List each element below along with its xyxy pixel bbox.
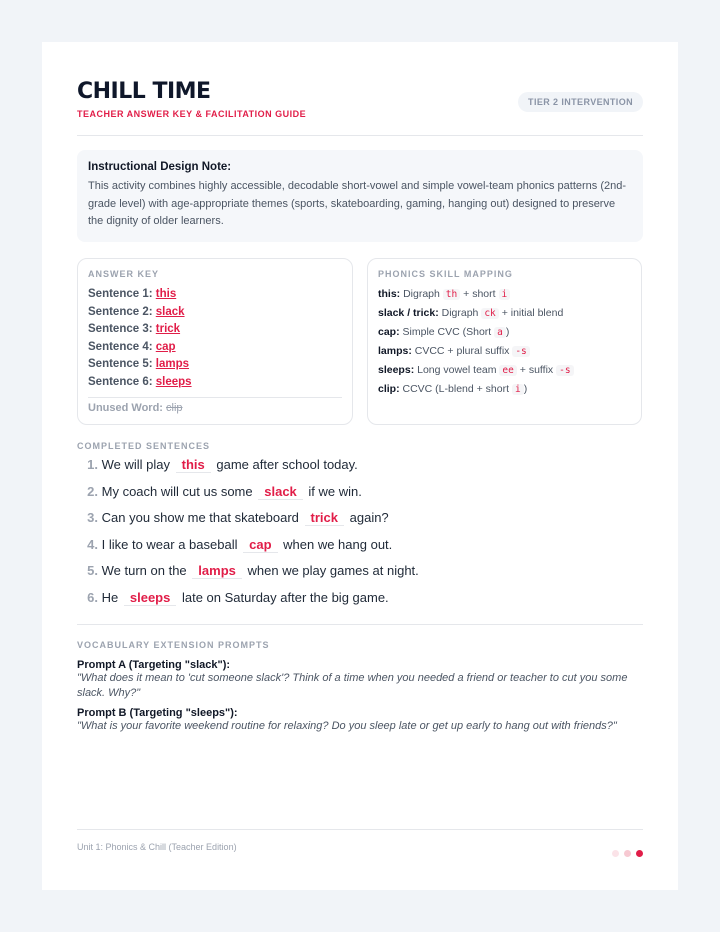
answer-key-label: Sentence 1:	[88, 288, 153, 300]
sentence-row	[77, 537, 643, 564]
vocab-prompts	[77, 659, 643, 734]
phonics-code: ck	[481, 308, 498, 319]
skill-word: cap:	[378, 326, 400, 338]
answer-blank: sleeps	[124, 590, 176, 606]
sentence-number: 2.	[87, 483, 98, 499]
sentence-row	[77, 590, 643, 617]
skill-desc: Long vowel team	[417, 364, 497, 376]
sentence-text: We will play	[101, 457, 171, 472]
skill-desc: + short	[463, 288, 496, 300]
skill-word: slack / trick:	[378, 307, 439, 319]
phonics-code: a	[494, 327, 506, 338]
answer-blank: cap	[243, 537, 277, 553]
answer-blank: lamps	[192, 563, 242, 579]
answer-blank: this	[176, 457, 211, 473]
page-dot	[612, 850, 619, 857]
prompt-title: Prompt B (Targeting "sleeps"):	[77, 707, 238, 719]
answer-key-label: Sentence 4:	[88, 340, 153, 353]
header-divider	[77, 135, 643, 136]
answer-key-word: slack	[155, 305, 185, 318]
sentence-text: when we hang out.	[283, 536, 393, 552]
skill-mapping-row	[378, 307, 631, 326]
design-note-body: This activity combines highly accessible, decodable short-vowel and simple vowel-team phonics patterns (2nd-grade level) with age-appropriate themes (sports, skateboarding, gaming, hanging out) designed to preserve the dignity of older learners.	[88, 180, 627, 227]
sentence-number: 1.	[87, 457, 98, 472]
answer-key-word: this	[155, 288, 177, 300]
sentence-number: 4.	[87, 536, 98, 552]
sentence-row	[77, 563, 643, 590]
design-note-title: Instructional Design Note:	[88, 161, 232, 173]
page-title: CHILL TIME	[77, 79, 211, 104]
skill-mapping-heading: PHONICS SKILL MAPPING	[378, 269, 513, 279]
answer-key-heading: ANSWER KEY	[88, 269, 160, 279]
sentence-text: game after school today.	[216, 457, 358, 472]
answer-key-word: trick	[155, 323, 181, 336]
page-dot-active	[636, 850, 643, 857]
answer-key-row	[88, 306, 342, 324]
phonics-code: th	[443, 289, 460, 300]
sentence-text: late on Saturday after the big game.	[181, 589, 389, 605]
design-note-box	[77, 150, 643, 242]
sentence-text: He	[101, 589, 119, 605]
sentence-number: 3.	[87, 510, 98, 525]
skill-desc: CVCC + plural suffix	[414, 345, 510, 357]
sentence-text: if we win.	[308, 483, 362, 499]
skill-mapping-row	[378, 345, 631, 364]
section-divider	[77, 624, 643, 625]
answer-key-row	[88, 358, 342, 376]
unused-word-label: Unused Word:	[88, 401, 163, 414]
skill-desc: )	[523, 383, 528, 395]
skill-word: sleeps:	[378, 364, 415, 376]
skill-desc: + initial blend	[501, 307, 564, 319]
answer-key-word: sleeps	[155, 375, 192, 388]
skill-word: lamps:	[378, 345, 412, 357]
sentence-text: We turn on the	[101, 563, 187, 578]
skill-desc: Digraph	[441, 307, 479, 319]
unused-word: clip	[166, 401, 183, 414]
answer-key-label: Sentence 6:	[88, 375, 153, 388]
completed-heading: COMPLETED SENTENCES	[77, 441, 211, 451]
phonics-code: i	[499, 289, 511, 300]
footer-text: Unit 1: Phonics & Chill (Teacher Edition)	[77, 842, 237, 852]
skill-mapping-row	[378, 364, 631, 383]
skill-desc: Simple CVC (Short	[402, 326, 492, 338]
page-dot	[624, 850, 631, 857]
answer-key-card	[77, 258, 353, 425]
phonics-code: ee	[499, 365, 516, 376]
skill-mapping-row	[378, 383, 631, 402]
sentence-row	[77, 510, 643, 537]
answer-key-label: Sentence 3:	[88, 323, 153, 336]
sentence-text: My coach will cut us some	[101, 483, 253, 499]
prompt-body: "What is your favorite weekend routine for relaxing? Do you sleep late or get up early to hang out with friends?"	[77, 720, 617, 732]
sentence-row	[77, 484, 643, 511]
answer-key-row	[88, 341, 342, 359]
skill-word: this:	[378, 288, 401, 300]
answer-key-row	[88, 376, 342, 394]
skill-desc: Digraph	[403, 288, 440, 300]
skill-word: clip:	[378, 383, 400, 395]
tier-badge: TIER 2 INTERVENTION	[518, 92, 643, 112]
phonics-code: -s	[512, 346, 529, 357]
phonics-code: -s	[556, 365, 573, 376]
vocab-heading: VOCABULARY EXTENSION PROMPTS	[77, 640, 270, 650]
answer-key-word: lamps	[155, 358, 190, 371]
unused-word-row	[88, 397, 342, 414]
completed-sentences	[77, 457, 643, 616]
page-subtitle: TEACHER ANSWER KEY & FACILITATION GUIDE	[77, 109, 307, 119]
sentence-text: I like to wear a baseball	[101, 536, 238, 552]
skill-desc: CCVC (L-blend + short	[402, 383, 510, 395]
page-dots	[607, 844, 643, 862]
skill-mapping-card	[367, 258, 642, 425]
sentence-text: again?	[349, 510, 389, 525]
skill-desc: + suffix	[519, 364, 554, 376]
answer-key-word: cap	[155, 340, 176, 353]
answer-key-label: Sentence 2:	[88, 305, 153, 318]
sentence-number: 6.	[87, 589, 98, 605]
sentence-row	[77, 457, 643, 484]
footer-divider	[77, 829, 643, 830]
prompt-title: Prompt A (Targeting "slack"):	[77, 659, 231, 671]
sentence-text: when we play games at night.	[247, 563, 419, 578]
prompt-body: "What does it mean to 'cut someone slack'? Think of a time when you needed a friend or teacher to cut you some slack. Why?"	[77, 672, 628, 699]
skill-desc: )	[505, 326, 510, 338]
skill-mapping-row	[378, 288, 631, 307]
answer-blank: slack	[258, 484, 303, 500]
phonics-code: i	[512, 384, 524, 395]
answer-blank: trick	[305, 510, 344, 526]
answer-key-row	[88, 323, 342, 341]
worksheet-page	[42, 42, 678, 890]
answer-key-label: Sentence 5:	[88, 358, 153, 371]
sentence-number: 5.	[87, 563, 98, 578]
answer-key-row	[88, 288, 342, 306]
sentence-text: Can you show me that skateboard	[101, 510, 299, 525]
skill-mapping-row	[378, 326, 631, 345]
